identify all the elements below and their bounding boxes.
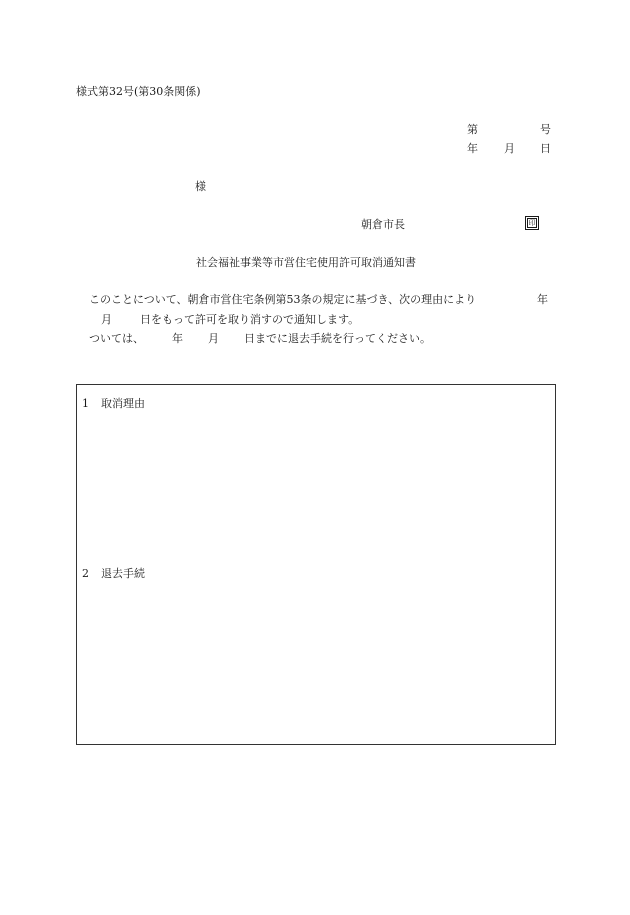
sender-name: 朝倉市長 — [361, 218, 405, 231]
addressee-honorific: 様 — [195, 180, 206, 193]
body-text-line-1: このことについて、朝倉市営住宅条例第53条の規定に基づき、次の理由により — [89, 293, 477, 306]
seal-label: 印 — [528, 219, 536, 227]
document-number-prefix: 第 — [467, 123, 478, 136]
section-number-vacate: 2 — [82, 567, 89, 580]
form-number: 様式第32号(第30条関係) — [76, 85, 201, 98]
document-number-suffix: 号 — [540, 123, 551, 136]
section-label-vacate: 退去手続 — [101, 567, 145, 580]
date-month-label: 月 — [504, 142, 515, 155]
section-number-reason: 1 — [82, 397, 89, 410]
section-label-reason: 取消理由 — [101, 397, 145, 410]
body-year-label-1: 年 — [537, 293, 548, 306]
body-text-line-3-start: ついては、 — [89, 332, 144, 345]
body-year-label-3: 年 — [172, 332, 183, 345]
date-year-label: 年 — [467, 142, 478, 155]
seal-mark-icon — [525, 216, 539, 230]
body-month-label-1: 月 — [101, 313, 112, 326]
content-box — [76, 384, 556, 745]
document-title: 社会福祉事業等市営住宅使用許可取消通知書 — [196, 256, 416, 269]
date-day-label: 日 — [540, 142, 551, 155]
body-month-label-3: 月 — [208, 332, 219, 345]
body-text-line-3-end: 日までに退去手続を行ってください。 — [244, 332, 431, 345]
body-text-line-2: 日をもって許可を取り消すので通知します。 — [140, 313, 360, 326]
